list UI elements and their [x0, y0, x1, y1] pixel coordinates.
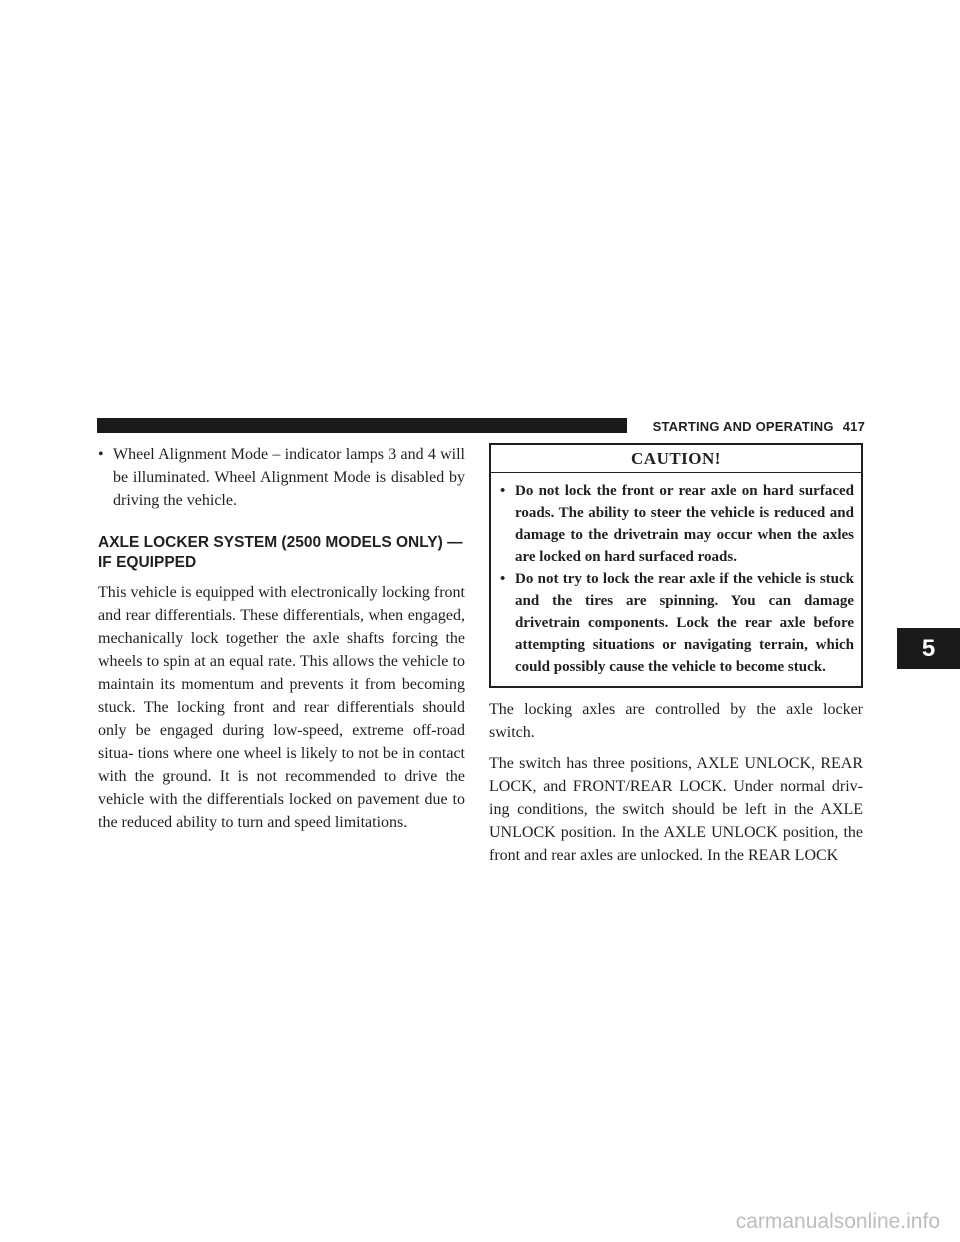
body-paragraph: The switch has three positions, AXLE UNLOCK, REAR LOCK, and FRONT/REAR LOCK. Under normal driv- ing conditions, the switch should be left in the AXLE UNLOCK position. In the AXLE UNLOCK position, the front and rear axles are unlocked. In the REAR LOCK	[489, 755, 863, 864]
left-column	[98, 443, 465, 834]
bullet-item	[98, 443, 465, 512]
caution-item	[500, 480, 854, 568]
chapter-tab: 5	[897, 628, 960, 669]
watermark-text: carmanualsonline.info	[735, 1210, 940, 1233]
body-paragraph: The locking axles are controlled by the axle locker switch.	[489, 701, 863, 741]
section-heading-line: AXLE LOCKER SYSTEM (2500 MODELS ONLY) —	[98, 534, 463, 551]
section-heading	[98, 533, 465, 573]
caution-item	[500, 568, 854, 678]
caution-box	[489, 443, 863, 688]
right-column	[489, 443, 863, 867]
running-header	[633, 417, 865, 435]
caution-item-text: Do not lock the front or rear axle on hard surfaced roads. The ability to steer the vehicle is reduced and damage to the drivetrain may occur when the axles are locked on hard surfaced roads.	[515, 483, 854, 565]
bullet-icon: •	[500, 571, 506, 587]
bullet-text: Wheel Alignment Mode – indicator lamps 3 and 4 will be illuminated. Wheel Alignment Mode is disabled by driving the vehicle.	[113, 446, 465, 509]
section-heading-line: IF EQUIPPED	[98, 554, 197, 571]
bullet-icon: •	[500, 483, 506, 499]
bullet-icon: •	[98, 446, 104, 463]
page-number: 417	[842, 418, 865, 434]
caution-title: CAUTION!	[491, 445, 861, 473]
caution-list	[491, 473, 861, 686]
body-paragraph: This vehicle is equipped with electronically locking front and rear differentials. These differentials, when engaged, mechanically lock together the axle shafts forcing the wheels to spin at an equal rate. This allows the vehicle to maintain its momentum and prevents it from becoming stuck. The locking front and rear differentials should only be engaged during low-speed, extreme off-road situa- tions where one wheel is likely to not be in contact with the ground. It is not recommended to drive the vehicle with the differentials locked on pavement due to the reduced ability to turn and speed limitations.	[98, 584, 465, 831]
header-rule-bar	[97, 418, 627, 433]
caution-item-text: Do not try to lock the rear axle if the vehicle is stuck and the tires are spinning. You can damage drivetrain components. Lock the rear axle before attempting situations or navigating terrain, which could possibly cause the vehicle to become stuck.	[515, 571, 854, 675]
section-title: STARTING AND OPERATING	[652, 418, 834, 434]
